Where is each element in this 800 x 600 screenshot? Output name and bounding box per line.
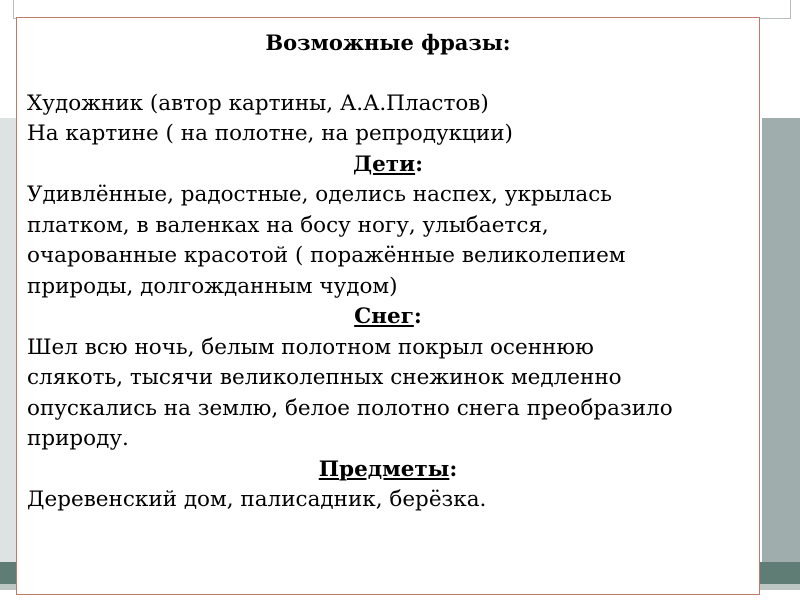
right-band-gap bbox=[762, 100, 800, 118]
intro-line-2: На картине ( на полотне, на репродукции) bbox=[27, 121, 513, 146]
right-band-decoration bbox=[762, 118, 800, 576]
snow-line-1: Шел всю ночь, белым полотном покрыл осеннюю bbox=[27, 334, 594, 360]
objects-line-1: Деревенский дом, палисадник, берёзка. bbox=[27, 487, 487, 512]
section-title-children bbox=[27, 150, 749, 181]
section-title-snow-text: Снег bbox=[354, 304, 414, 329]
slide-heading: Возможные фразы: bbox=[265, 30, 511, 55]
left-stripe-decoration bbox=[0, 118, 16, 576]
phrases-text-box bbox=[16, 17, 760, 595]
section-title-snow-colon: : bbox=[413, 304, 422, 329]
children-line-1: Удивлённые, радостные, оделись наспех, укрылась bbox=[27, 182, 612, 207]
section-title-objects-text: Предметы bbox=[318, 456, 450, 482]
children-line-2: платком, в валенках на босу ногу, улыбается, bbox=[27, 212, 549, 238]
section-title-objects-colon: : bbox=[449, 456, 458, 482]
section-title-snow bbox=[27, 302, 749, 333]
snow-line-3: опускались на землю, белое полотно снега преобразило bbox=[27, 395, 673, 421]
children-line-3: очарованные красотой ( поражённые великолепием bbox=[27, 243, 626, 268]
section-title-objects bbox=[27, 455, 749, 486]
children-line-4: природы, долгожданным чудом) bbox=[27, 273, 398, 299]
snow-line-2: слякоть, тысячи великолепных снежинок медленно bbox=[27, 365, 622, 390]
intro-line-1: Художник (автор картины, А.А.Пластов) bbox=[27, 90, 489, 116]
section-title-children-colon: : bbox=[415, 151, 423, 177]
section-title-children-text: Дети bbox=[352, 151, 416, 177]
snow-line-4: природу. bbox=[27, 426, 129, 451]
